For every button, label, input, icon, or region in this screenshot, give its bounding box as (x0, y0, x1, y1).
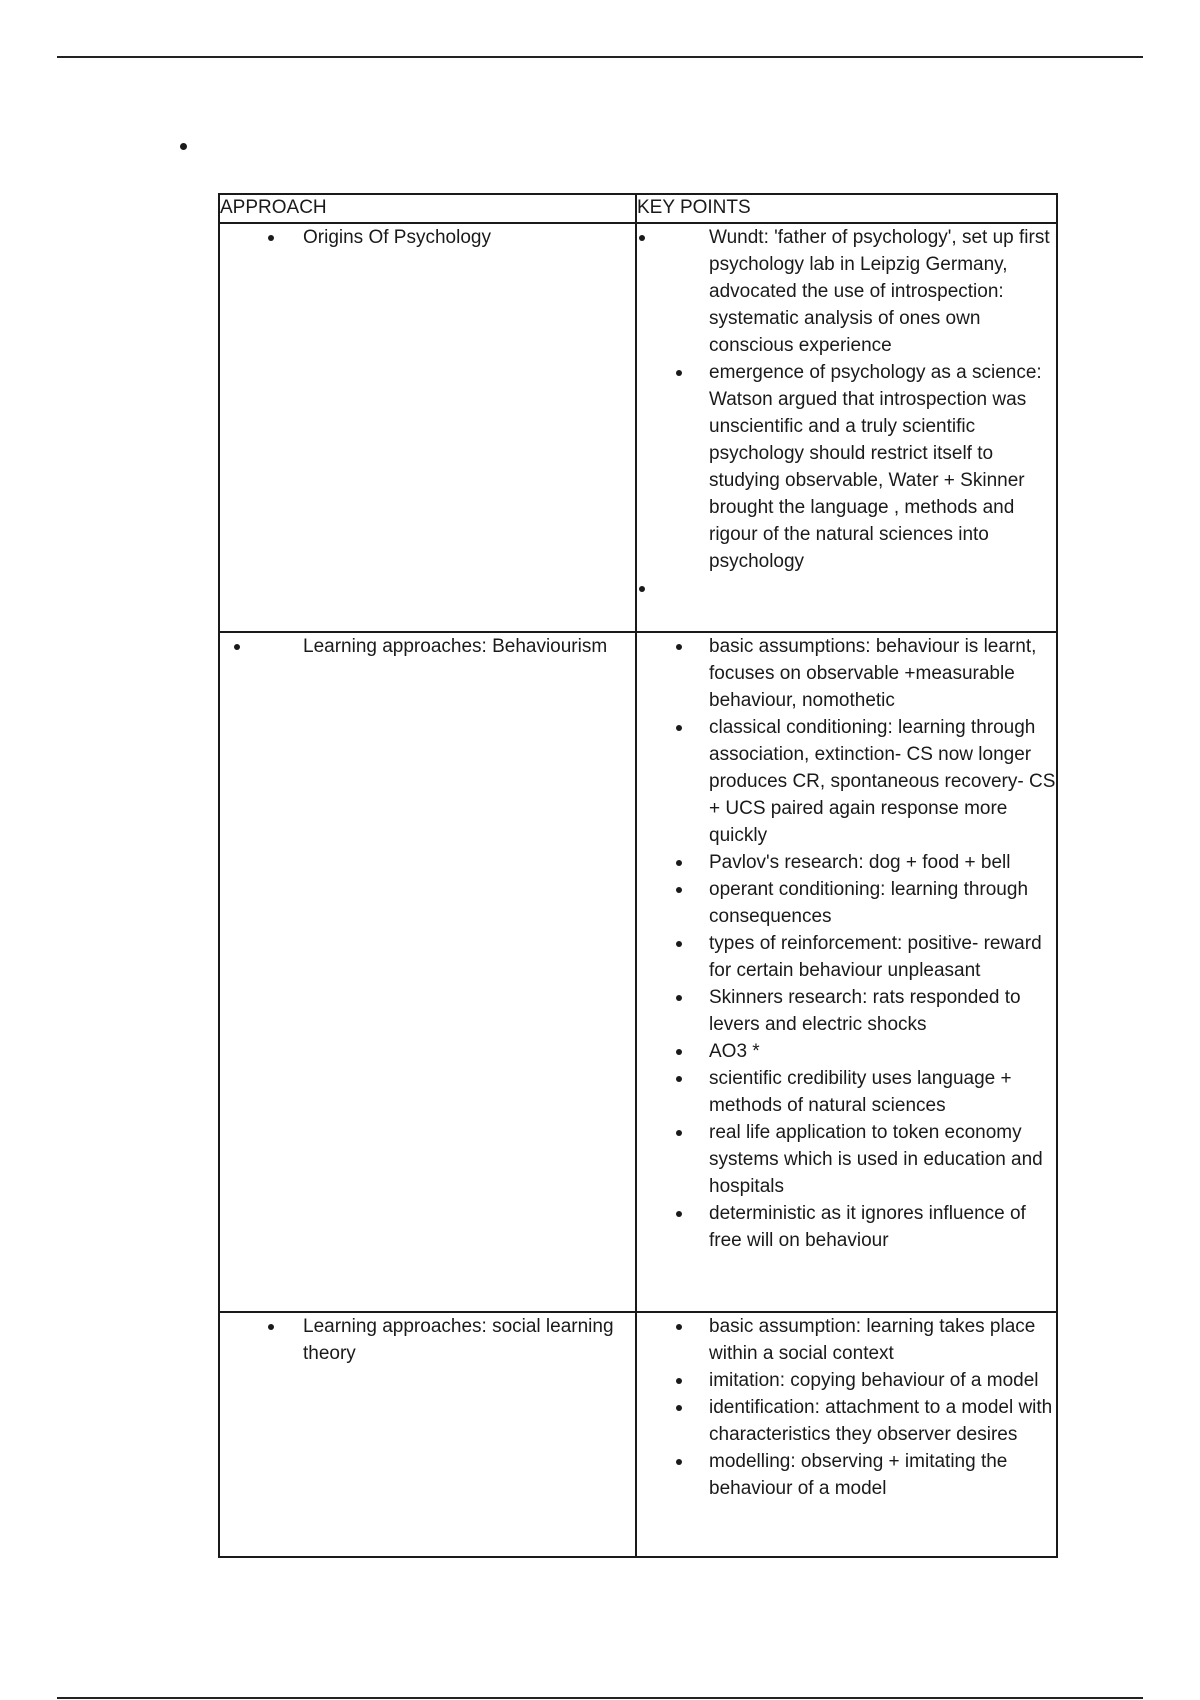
list-item (637, 876, 1056, 930)
table-row (219, 223, 1057, 632)
list-item (637, 849, 1056, 876)
approach-item (220, 633, 635, 660)
stray-bullet-icon (180, 143, 187, 150)
approach-item (220, 224, 635, 251)
list-item (637, 1313, 1056, 1367)
footer-rule (57, 1697, 1143, 1699)
approach-cell (219, 632, 636, 1312)
header-approach: APPROACH (219, 194, 636, 223)
point-text: basic assumptions: behaviour is learnt, focuses on observable +measurable behaviour, nomothetic (709, 636, 1037, 711)
approach-cell (219, 223, 636, 632)
list-item (637, 633, 1056, 714)
point-text: modelling: observing + imitating the behaviour of a model (709, 1451, 1008, 1499)
list-item (637, 1038, 1056, 1065)
point-text: basic assumption: learning takes place within a social context (709, 1316, 1036, 1364)
list-item (637, 1448, 1056, 1502)
list-item (637, 1119, 1056, 1200)
list-item (637, 1065, 1056, 1119)
table-row (219, 1312, 1057, 1557)
bullet-icon (234, 644, 240, 650)
bullet-icon (676, 1324, 682, 1330)
bullet-icon (676, 725, 682, 731)
point-text: imitation: copying behaviour of a model (709, 1370, 1039, 1391)
header-rule (57, 56, 1143, 58)
key-points-list (637, 1313, 1056, 1502)
bullet-icon (676, 887, 682, 893)
bullet-icon (268, 235, 274, 241)
point-text: emergence of psychology as a science: Watson argued that introspection was unscientific and a truly scientific psychology should restrict itself to studying observable, Water + Skinner brought the language , methods and rigour of the natural sciences into psychology (709, 362, 1042, 572)
bullet-icon (676, 1211, 682, 1217)
key-points-list (637, 633, 1056, 1254)
bullet-icon (676, 1405, 682, 1411)
bullet-icon (676, 995, 682, 1001)
list-item (637, 984, 1056, 1038)
bullet-icon (676, 1459, 682, 1465)
approach-label: Learning approaches: Behaviourism (303, 636, 608, 657)
intro-point (637, 224, 1056, 359)
key-points-cell (636, 1312, 1057, 1557)
bullet-icon (676, 1076, 682, 1082)
key-points-cell (636, 632, 1057, 1312)
bullet-icon (676, 1049, 682, 1055)
key-points-cell (636, 223, 1057, 632)
list-item (637, 1367, 1056, 1394)
approach-label: Learning approaches: social learning theory (303, 1316, 614, 1364)
point-text: Skinners research: rats responded to levers and electric shocks (709, 987, 1021, 1035)
point-text: types of reinforcement: positive- reward for certain behaviour unpleasant (709, 933, 1042, 981)
bullet-icon (676, 941, 682, 947)
list-item (637, 714, 1056, 849)
point-text: operant conditioning: learning through consequences (709, 879, 1029, 927)
list-item (637, 359, 1056, 575)
list-item (637, 1200, 1056, 1254)
empty-bullet (637, 575, 1056, 602)
table-header-row (219, 194, 1057, 223)
bullet-icon (676, 860, 682, 866)
bullet-icon (639, 586, 645, 592)
list-item (637, 1394, 1056, 1448)
approaches-table (218, 193, 1058, 1558)
bullet-icon (676, 644, 682, 650)
point-text: scientific credibility uses language + methods of natural sciences (709, 1068, 1012, 1116)
point-text: AO3 * (709, 1041, 760, 1062)
intro-point-text: Wundt: 'father of psychology', set up first psychology lab in Leipzig Germany, advocated the use of introspection: systematic analysis of ones own conscious experience (709, 227, 1050, 356)
key-points-list (637, 359, 1056, 575)
approach-cell (219, 1312, 636, 1557)
point-text: classical conditioning: learning through association, extinction- CS now longer produces CR, spontaneous recovery- CS + UCS paired again response more quickly (709, 717, 1056, 846)
bullet-icon (676, 370, 682, 376)
bullet-icon (268, 1324, 274, 1330)
bullet-icon (639, 235, 645, 241)
header-key-points: KEY POINTS (636, 194, 1057, 223)
bullet-icon (676, 1130, 682, 1136)
approach-item (220, 1313, 635, 1367)
list-item (637, 930, 1056, 984)
point-text: identification: attachment to a model with characteristics they observer desires (709, 1397, 1053, 1445)
bullet-icon (676, 1378, 682, 1384)
approach-label: Origins Of Psychology (303, 227, 491, 248)
table-row (219, 632, 1057, 1312)
point-text: Pavlov's research: dog + food + bell (709, 852, 1011, 873)
point-text: deterministic as it ignores influence of free will on behaviour (709, 1203, 1026, 1251)
point-text: real life application to token economy systems which is used in education and hospitals (709, 1122, 1043, 1197)
